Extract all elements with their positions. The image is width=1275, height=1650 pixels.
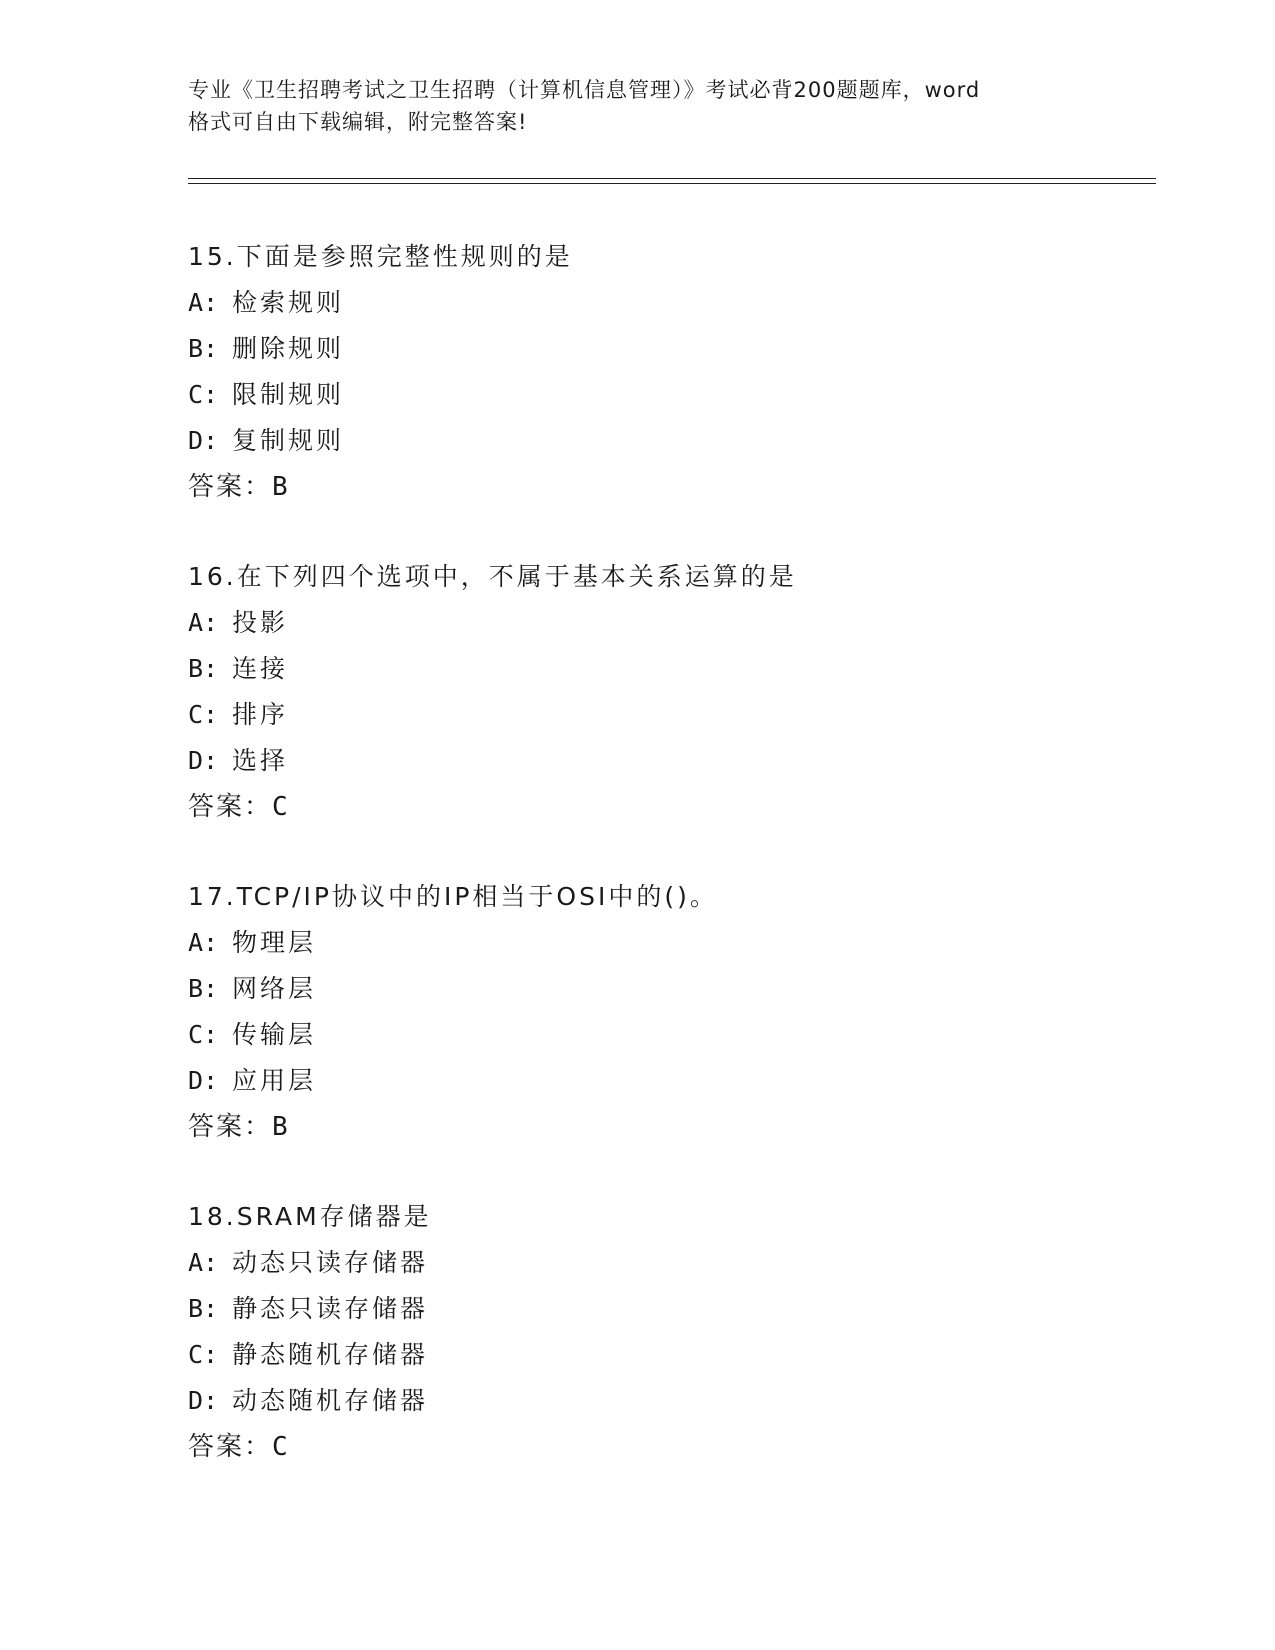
answer-value: C [272,1432,288,1462]
option-text: 网络层 [232,974,317,1003]
option-text: 复制规则 [232,426,345,455]
option-c [188,372,1148,418]
answer-value: B [272,472,288,502]
option-d [188,1058,1148,1104]
option-text: 选择 [232,746,289,775]
option-text: 排序 [232,700,289,729]
header-divider-top [188,178,1156,179]
option-letter: A: [188,1248,219,1277]
option-b [188,326,1148,372]
option-b [188,1286,1148,1332]
option-letter: B: [188,974,219,1003]
question-title: 16.在下列四个选项中，不属于基本关系运算的是 [188,562,797,591]
header-line-1: 专业《卫生招聘考试之卫生招聘（计算机信息管理）》考试必背200题题库，word [188,78,981,102]
header-divider-bottom [188,183,1156,184]
option-letter: C: [188,700,219,729]
option-c [188,1012,1148,1058]
question-18 [188,1194,1148,1470]
option-b [188,646,1148,692]
option-text: 投影 [232,608,289,637]
option-c [188,1332,1148,1378]
question-title: 17.TCP/IP协议中的IP相当于OSI中的()。 [188,882,718,911]
option-text: 静态随机存储器 [232,1340,429,1369]
option-letter: D: [188,746,219,775]
answer-label: 答案： [188,792,273,822]
document-header [188,74,1108,138]
option-text: 动态随机存储器 [232,1386,429,1415]
option-text: 连接 [232,654,289,683]
option-letter: D: [188,426,219,455]
option-letter: C: [188,1020,219,1049]
option-a [188,600,1148,646]
option-d [188,1378,1148,1424]
answer-label: 答案： [188,472,273,502]
option-c [188,692,1148,738]
option-letter: A: [188,288,219,317]
option-text: 物理层 [232,928,317,957]
answer-line [188,784,1148,830]
option-letter: C: [188,1340,219,1369]
option-text: 应用层 [232,1066,317,1095]
option-letter: D: [188,1386,219,1415]
answer-label: 答案： [188,1112,273,1142]
question-15 [188,234,1148,510]
question-title: 15.下面是参照完整性规则的是 [188,242,573,271]
answer-value: B [272,1112,288,1142]
option-text: 静态只读存储器 [232,1294,429,1323]
option-letter: B: [188,334,219,363]
option-text: 限制规则 [232,380,345,409]
option-text: 传输层 [232,1020,317,1049]
answer-line [188,1424,1148,1470]
option-a [188,1240,1148,1286]
option-a [188,920,1148,966]
answer-value: C [272,792,288,822]
option-d [188,738,1148,784]
option-d [188,418,1148,464]
option-b [188,966,1148,1012]
option-letter: A: [188,608,219,637]
answer-label: 答案： [188,1432,273,1462]
option-letter: C: [188,380,219,409]
option-text: 删除规则 [232,334,345,363]
question-title: 18.SRAM存储器是 [188,1202,432,1231]
header-line-2: 格式可自由下载编辑，附完整答案! [188,110,528,134]
option-letter: A: [188,928,219,957]
answer-line [188,464,1148,510]
option-letter: B: [188,654,219,683]
option-letter: D: [188,1066,219,1095]
answer-line [188,1104,1148,1150]
option-text: 动态只读存储器 [232,1248,429,1277]
option-letter: B: [188,1294,219,1323]
question-16 [188,554,1148,830]
option-text: 检索规则 [232,288,345,317]
question-17 [188,874,1148,1150]
option-a [188,280,1148,326]
